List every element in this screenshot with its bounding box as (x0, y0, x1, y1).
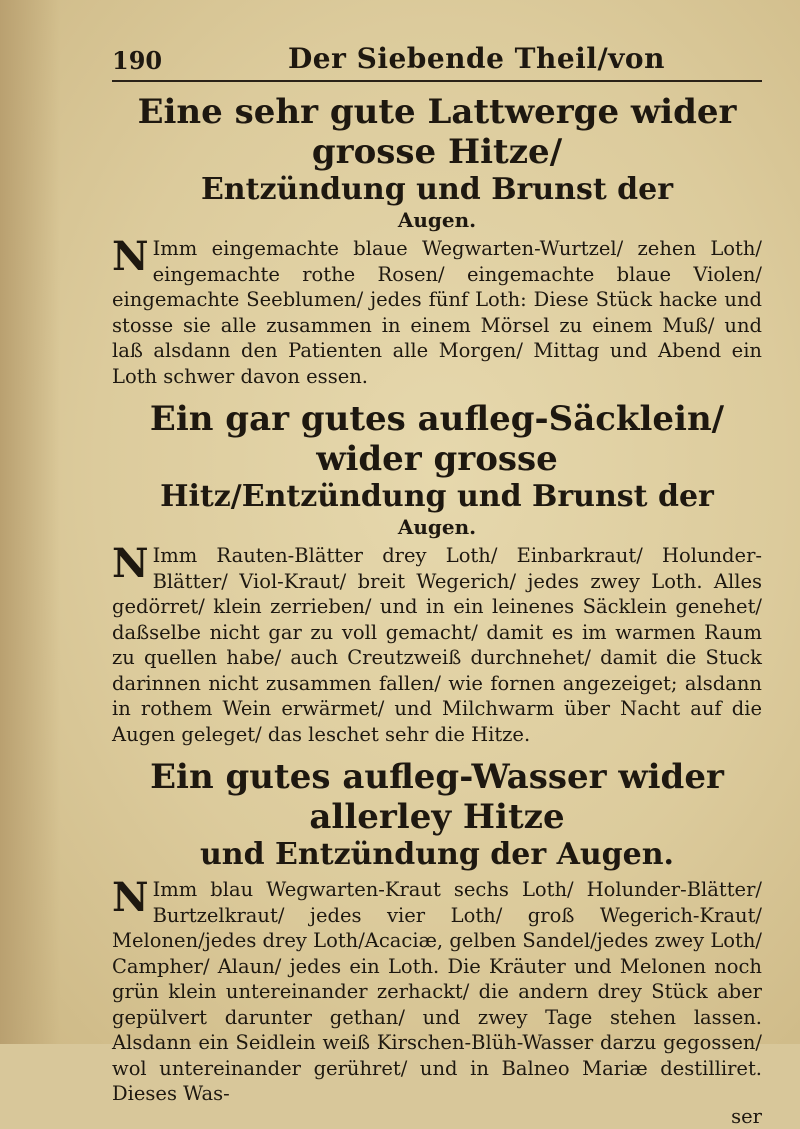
catchword: ser (731, 1104, 762, 1128)
recipe-text: NImm Rauten-Blätter drey Loth/ Einbarkraut/ Holunder-Blätter/ Viol-Kraut/ breit Wegerich/ jedes zwey Loth. Alles gedörret/ klein zerrieben/ und in ein leinenes Säcklein genehet/ daßselbe nicht gar zu voll gemacht/ damit es im warmen Raum zu quellen habe/ auch Creutzweiß durchnehet/ damit die Stuck darinnen nicht zusammen fallen/ wie fornen angezeiget; alsdann in rothem Wein erwärmet/ und Milchwarm über Nacht auf die Augen geleget/ das leschet sehr die Hitze. (112, 540, 762, 746)
recipe-title-line: Ein gutes aufleg-Wasser wider allerley Hitze (150, 757, 724, 837)
page-fold-shadow (0, 0, 60, 1044)
recipe-title-small: Augen. (397, 208, 477, 232)
recipe-2 (112, 399, 762, 747)
recipe-title-line: Ein gar gutes aufleg-Säcklein/ wider grosse (149, 399, 725, 479)
page-number: 190 (112, 46, 163, 75)
page-content (112, 40, 762, 1129)
recipe-title-line: und Entzündung der Augen. (200, 837, 674, 872)
recipe-title-line: Eine sehr gute Lattwerge wider grosse Hitze/ (137, 92, 737, 172)
page-header (112, 40, 762, 82)
recipe-title-line: Entzündung und Brunst der (200, 172, 674, 207)
recipe-1 (112, 92, 762, 389)
recipe-title-line: Hitz/Entzündung und Brunst der (160, 479, 714, 514)
running-title: Der Siebende Theil/von (288, 42, 665, 75)
recipe-title-small: Augen. (397, 515, 477, 539)
recipe-text: NImm eingemachte blaue Wegwarten-Wurtzel/ zehen Loth/ eingemachte rothe Rosen/ eingemachte blaue Violen/ eingemachte Seeblumen/ jedes fünf Loth: Diese Stück hacke und stosse sie alle zusammen in einem Mörsel zu einem Muß/ und laß alsdann den Patienten alle Morgen/ Mittag und Abend ein Loth schwer davon essen. (112, 233, 762, 388)
recipe-3 (112, 757, 762, 1107)
recipe-text: NImm blau Wegwarten-Kraut sechs Loth/ Holunder-Blätter/ Burtzelkraut/ jedes vier Loth/ groß Wegerich-Kraut/ Melonen/jedes drey Loth/Acaciæ, gelben Sandel/jedes zwey Loth/ Campher/ Alaun/ jedes ein Loth. Die Kräuter und Melonen noch grün klein untereinander zerhackt/ die andern drey Stück aber gepülvert darunter gethan/ und zwey Tage stehen lassen. Alsdann ein Seidlein weiß Kirschen-Blüh-Wasser darzu gegossen/ wol untereinander gerühret/ und in Balneo Mariæ destilliret. Dieses Was- (112, 874, 762, 1105)
